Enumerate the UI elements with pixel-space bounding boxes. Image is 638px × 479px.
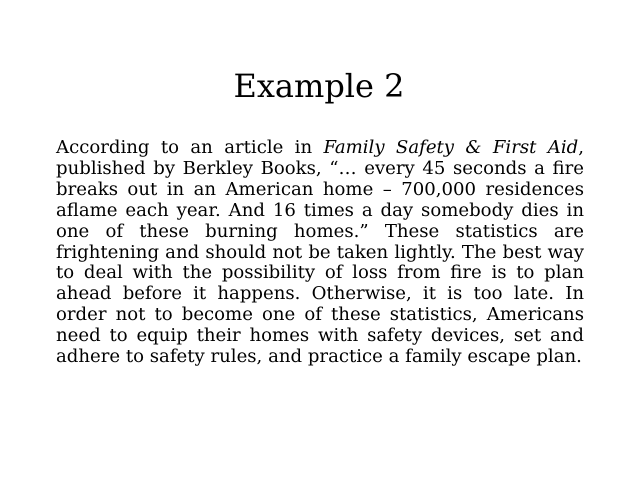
book-title-italic: Family Safety & First Aid [323,137,579,158]
paragraph-intro-text: According to an article in [56,137,324,158]
slide-body-paragraph [56,138,584,368]
slide-title: Example 2 [233,67,405,105]
paragraph-main-text: , published by Berkley Books, “… every 45 seconds a fire breaks out in an American home – 700,000 residences aflame each year. And 16 times a day somebody dies in one of these burning homes.” These statistics are frightening and should not be taken lightly. The best way to deal with the possibility of loss from fire is to plan ahead before it happens. Otherwise, it is too late. In order not to become one of these statistics, Americans need to equip their homes with safety devices, set and adhere to safety rules, and practice a family escape plan. [56,137,584,368]
